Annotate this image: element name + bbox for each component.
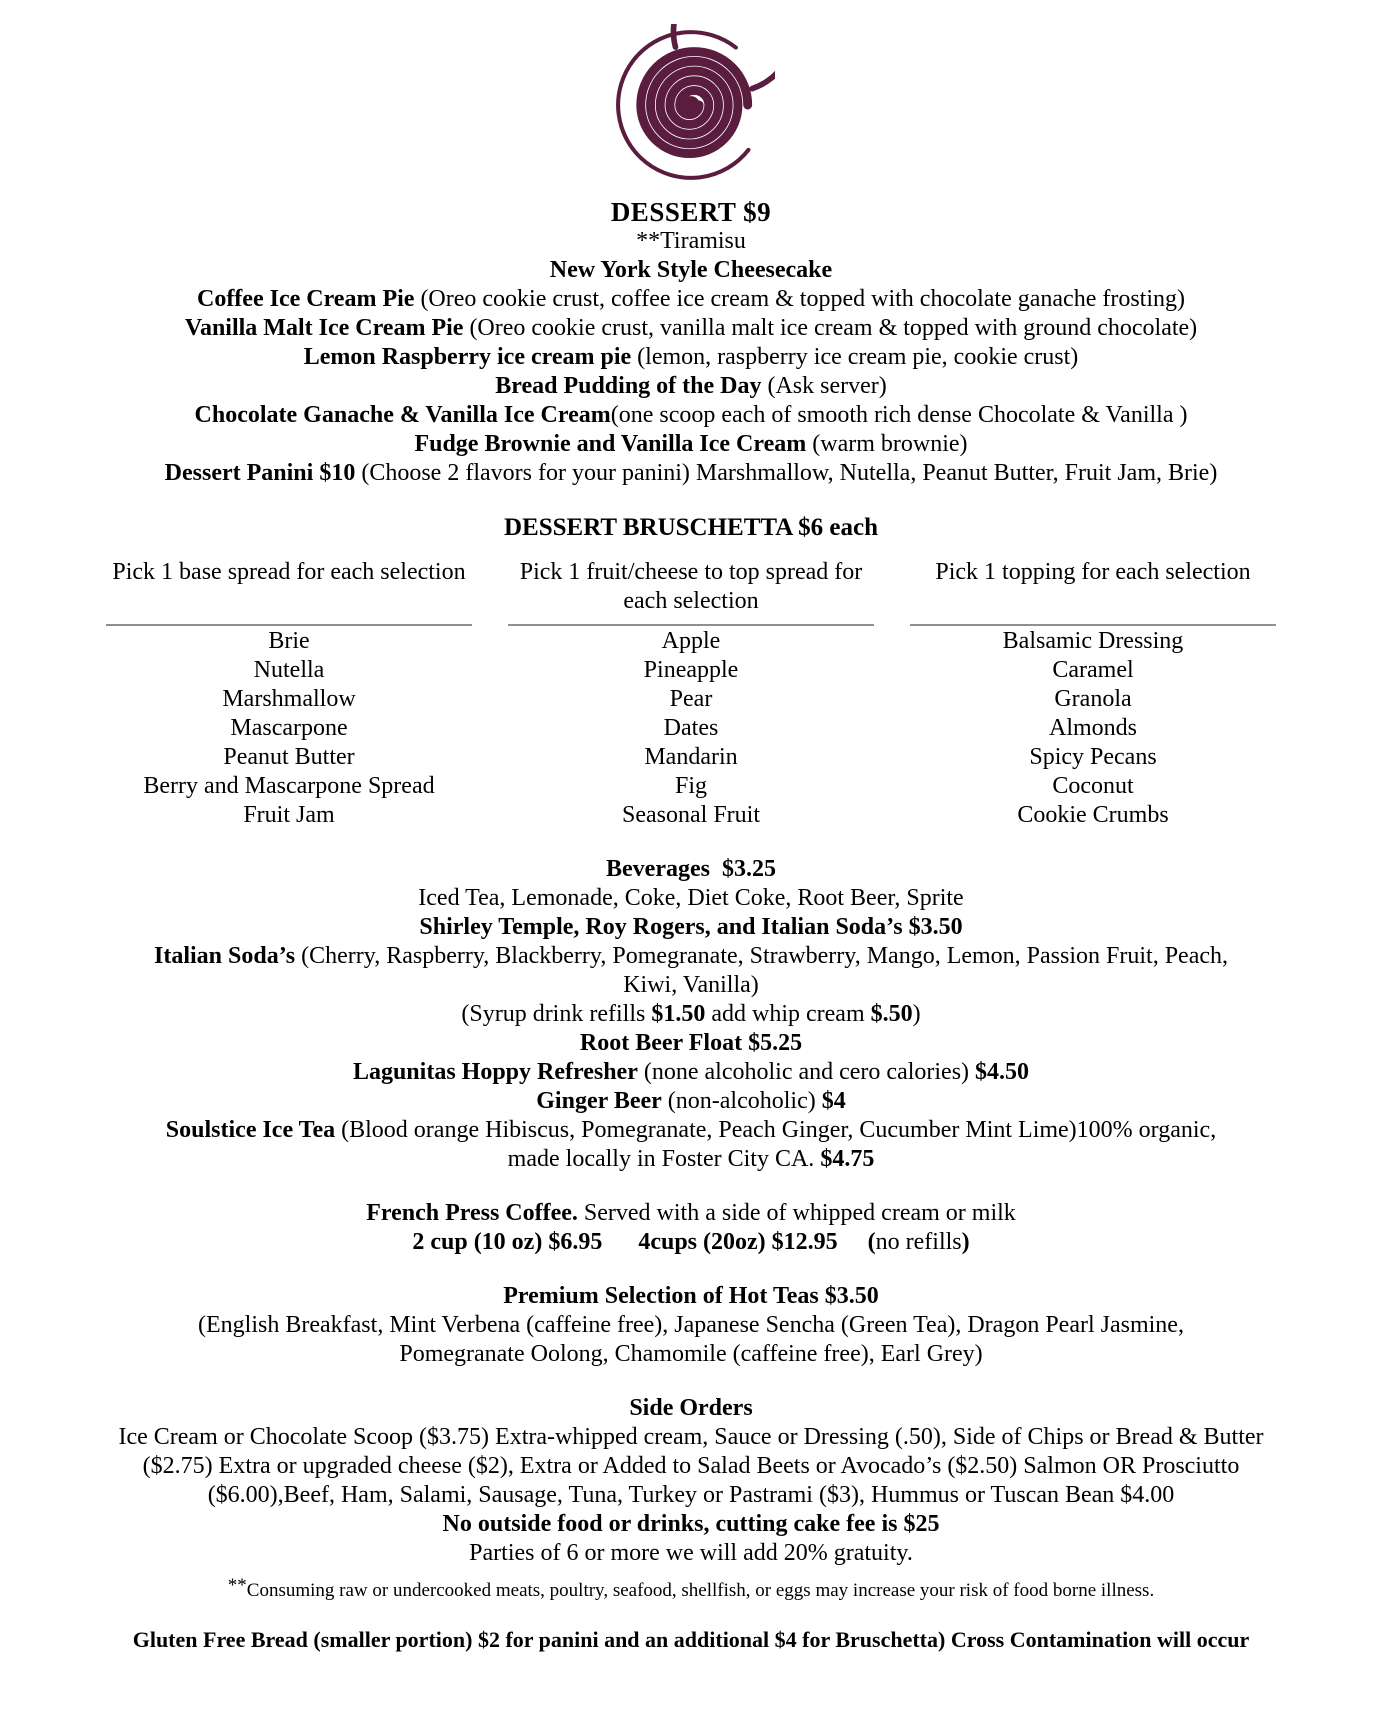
menu-item-name: Beverages $3.25 <box>606 856 776 882</box>
menu-item-name: $1.50 <box>651 1001 706 1027</box>
column-item: Almonds <box>1048 715 1137 741</box>
menu-line <box>56 1199 1326 1228</box>
column-item: Peanut Butter <box>223 744 355 770</box>
column-header: Pick 1 topping for each selection <box>910 558 1276 626</box>
column-item: Nutella <box>253 657 325 683</box>
column-item: Mascarpone <box>230 715 348 741</box>
menu-item-detail: **Tiramisu <box>636 228 746 254</box>
menu-line <box>56 1510 1326 1539</box>
menu-content <box>56 24 1326 1656</box>
column-item: Pear <box>669 686 713 712</box>
menu-line <box>56 1627 1326 1656</box>
column-item: Dates <box>663 715 719 741</box>
menu-item-detail: (none alcoholic and cero calories) <box>637 1059 976 1085</box>
menu-item-name: Dessert Panini $10 <box>164 460 356 486</box>
menu-item-detail: (lemon, raspberry ice cream pie, cookie crust) <box>631 344 1079 370</box>
menu-item-detail: ($2.75) Extra or upgraded cheese ($2), Extra or Added to Salad Beets or Avocado’s ($2.50) Salmon OR Prosciutto <box>142 1453 1240 1479</box>
dessert-items-list <box>56 227 1326 488</box>
column-item: Mandarin <box>644 744 738 770</box>
menu-item-name: $4.50 <box>975 1059 1030 1085</box>
bruschetta-column <box>910 558 1276 830</box>
menu-item-detail: Pomegranate Oolong, Chamomile (caffeine free), Earl Grey) <box>399 1341 983 1367</box>
menu-item-detail: add whip cream <box>705 1001 871 1027</box>
menu-item-detail: (Ask server) <box>761 373 887 399</box>
menu-item-detail: Kiwi, Vanilla) <box>623 972 759 998</box>
menu-item-detail: (Syrup drink refills <box>461 1001 652 1027</box>
column-item: Pineapple <box>643 657 739 683</box>
column-item: Balsamic Dressing <box>1002 628 1184 654</box>
menu-item-name: $4.75 <box>820 1146 875 1172</box>
beverages-section <box>56 855 1326 1174</box>
menu-item-detail: (Oreo cookie crust, vanilla malt ice cream & topped with ground chocolate) <box>463 315 1198 341</box>
column-item: Coconut <box>1052 773 1134 799</box>
menu-line <box>56 314 1326 343</box>
menu-line <box>56 1145 1326 1174</box>
menu-line <box>56 1087 1326 1116</box>
menu-line <box>56 401 1326 430</box>
coffee-section <box>56 1199 1326 1257</box>
column-header: Pick 1 fruit/cheese to top spread for each selection <box>508 558 874 626</box>
menu-line <box>56 227 1326 256</box>
menu-item-name: New York Style Cheesecake <box>549 257 833 283</box>
teas-lines <box>56 1282 1326 1369</box>
menu-line <box>56 1394 1326 1423</box>
menu-line <box>56 1029 1326 1058</box>
menu-line <box>56 459 1326 488</box>
bruschetta-column <box>508 558 874 830</box>
menu-item-detail: ** <box>227 1575 247 1596</box>
menu-line <box>56 1452 1326 1481</box>
column-item: Granola <box>1054 686 1132 712</box>
menu-item-name: Lemon Raspberry ice cream pie <box>303 344 632 370</box>
teas-section <box>56 1282 1326 1369</box>
column-item: Berry and Mascarpone Spread <box>143 773 435 799</box>
bruschetta-section <box>56 513 1326 830</box>
menu-line <box>56 1539 1326 1568</box>
menu-item-name: Bread Pudding of the Day <box>495 373 762 399</box>
menu-item-detail <box>602 1229 638 1255</box>
menu-item-name: Coffee Ice Cream Pie <box>196 286 415 312</box>
menu-item-name: Lagunitas Hoppy Refresher <box>352 1059 638 1085</box>
menu-line <box>56 285 1326 314</box>
column-items <box>910 626 1276 830</box>
column-item: Caramel <box>1052 657 1134 683</box>
menu-item-name: ) <box>961 1229 970 1255</box>
menu-item-name: 2 cup (10 oz) $6.95 <box>412 1229 603 1255</box>
column-item: Fruit Jam <box>243 802 335 828</box>
menu-item-name: Vanilla Malt Ice Cream Pie <box>184 315 464 341</box>
menu-item-name: French Press Coffee. <box>366 1200 578 1226</box>
coffee-lines <box>56 1199 1326 1257</box>
menu-line <box>56 1000 1326 1029</box>
menu-item-detail: (Cherry, Raspberry, Blackberry, Pomegranate, Strawberry, Mango, Lemon, Passion Fruit, Peach, <box>295 943 1229 969</box>
menu-line <box>56 256 1326 285</box>
swirl-logo-icon <box>607 24 775 186</box>
menu-line <box>56 1311 1326 1340</box>
column-item: Apple <box>661 628 721 654</box>
menu-item-name: Root Beer Float $5.25 <box>579 1030 803 1056</box>
dessert-section-title: DESSERT $9 <box>610 197 772 227</box>
menu-line <box>56 1058 1326 1087</box>
menu-line <box>56 430 1326 459</box>
menu-line <box>56 1423 1326 1452</box>
menu-line <box>56 913 1326 942</box>
bruschetta-table <box>106 558 1276 830</box>
menu-item-name: Soulstice Ice Tea <box>165 1117 336 1143</box>
menu-item-detail: ($6.00),Beef, Ham, Salami, Sausage, Tuna, Turkey or Pastrami ($3), Hummus or Tuscan Bean $4.00 <box>207 1482 1175 1508</box>
menu-line <box>56 971 1326 1000</box>
menu-item-name: Gluten Free Bread (smaller portion) $2 for panini and an additional $4 for Bruschetta) Cross Contamination will occur <box>132 1627 1250 1652</box>
menu-line <box>56 855 1326 884</box>
column-item: Seasonal Fruit <box>622 802 760 828</box>
menu-item-detail: (Choose 2 flavors for your panini) Marshmallow, Nutella, Peanut Butter, Fruit Jam, Brie) <box>355 460 1218 486</box>
menu-item-detail: (Oreo cookie crust, coffee ice cream & topped with chocolate ganache frosting) <box>414 286 1185 312</box>
column-items <box>508 626 874 830</box>
menu-line <box>56 1228 1326 1257</box>
menu-line <box>56 1574 1326 1603</box>
menu-line <box>56 1116 1326 1145</box>
menu-item-name: Fudge Brownie and Vanilla Ice Cream <box>414 431 807 457</box>
menu-item-name: Side Orders <box>629 1395 753 1421</box>
menu-item-detail: Served with a side of whipped cream or milk <box>577 1200 1016 1226</box>
menu-line <box>56 1481 1326 1510</box>
menu-item-detail: ) <box>912 1001 921 1027</box>
column-item: Spicy Pecans <box>1029 744 1157 770</box>
menu-item-detail: (warm brownie) <box>806 431 968 457</box>
side-orders-lines <box>56 1394 1326 1656</box>
menu-item-detail: Parties of 6 or more we will add 20% gratuity. <box>469 1540 913 1566</box>
menu-item-detail <box>838 1229 868 1255</box>
column-header: Pick 1 base spread for each selection <box>106 558 472 626</box>
menu-item-detail: Iced Tea, Lemonade, Coke, Diet Coke, Root Beer, Sprite <box>418 885 964 911</box>
column-item: Marshmallow <box>222 686 356 712</box>
menu-item-name: No outside food or drinks, cutting cake fee is $25 <box>442 1511 940 1537</box>
menu-item-detail: (non-alcoholic) <box>661 1088 822 1114</box>
menu-item-name: Chocolate Ganache & Vanilla Ice Cream <box>194 402 611 428</box>
menu-item-detail: (one scoop each of smooth rich dense Chocolate & Vanilla ) <box>610 402 1188 428</box>
side-orders-section <box>56 1394 1326 1656</box>
menu-item-name: 4cups (20oz) $12.95 <box>638 1229 838 1255</box>
column-item: Fig <box>674 773 707 799</box>
menu-item-name: $4 <box>821 1088 846 1114</box>
menu-item-detail: Ice Cream or Chocolate Scoop ($3.75) Extra-whipped cream, Sauce or Dressing (.50), Side of Chips or Bread & Butter <box>118 1424 1264 1450</box>
menu-line <box>56 343 1326 372</box>
bruschetta-section-title: DESSERT BRUSCHETTA $6 each <box>504 514 878 541</box>
menu-item-detail: no refills <box>875 1229 962 1255</box>
menu-item-name: Italian Soda’s <box>153 943 296 969</box>
menu-item-detail: made locally in Foster City CA. <box>507 1146 821 1172</box>
menu-line <box>56 1340 1326 1369</box>
menu-item-name: ( <box>867 1229 876 1255</box>
menu-item-detail: (English Breakfast, Mint Verbena (caffeine free), Japanese Sencha (Green Tea), Dragon Pearl Jasmine, <box>198 1312 1184 1338</box>
menu-item-detail: Consuming raw or undercooked meats, poultry, seafood, shellfish, or eggs may increase your risk of food borne illness. <box>246 1580 1155 1601</box>
menu-line <box>56 942 1326 971</box>
menu-item-name: Ginger Beer <box>536 1088 662 1114</box>
menu-item-name: $.50 <box>870 1001 913 1027</box>
menu-item-detail: (Blood orange Hibiscus, Pomegranate, Peach Ginger, Cucumber Mint Lime)100% organic, <box>335 1117 1217 1143</box>
menu-line <box>56 884 1326 913</box>
beverages-lines <box>56 855 1326 1174</box>
logo-container <box>56 24 1326 194</box>
menu-item-name: Shirley Temple, Roy Rogers, and Italian Soda’s $3.50 <box>419 914 963 940</box>
menu-item-name: Premium Selection of Hot Teas $3.50 <box>503 1283 879 1309</box>
column-items <box>106 626 472 830</box>
bruschetta-column <box>106 558 472 830</box>
column-item: Brie <box>268 628 310 654</box>
menu-line <box>56 372 1326 401</box>
menu-line <box>56 1282 1326 1311</box>
column-item: Cookie Crumbs <box>1017 802 1169 828</box>
